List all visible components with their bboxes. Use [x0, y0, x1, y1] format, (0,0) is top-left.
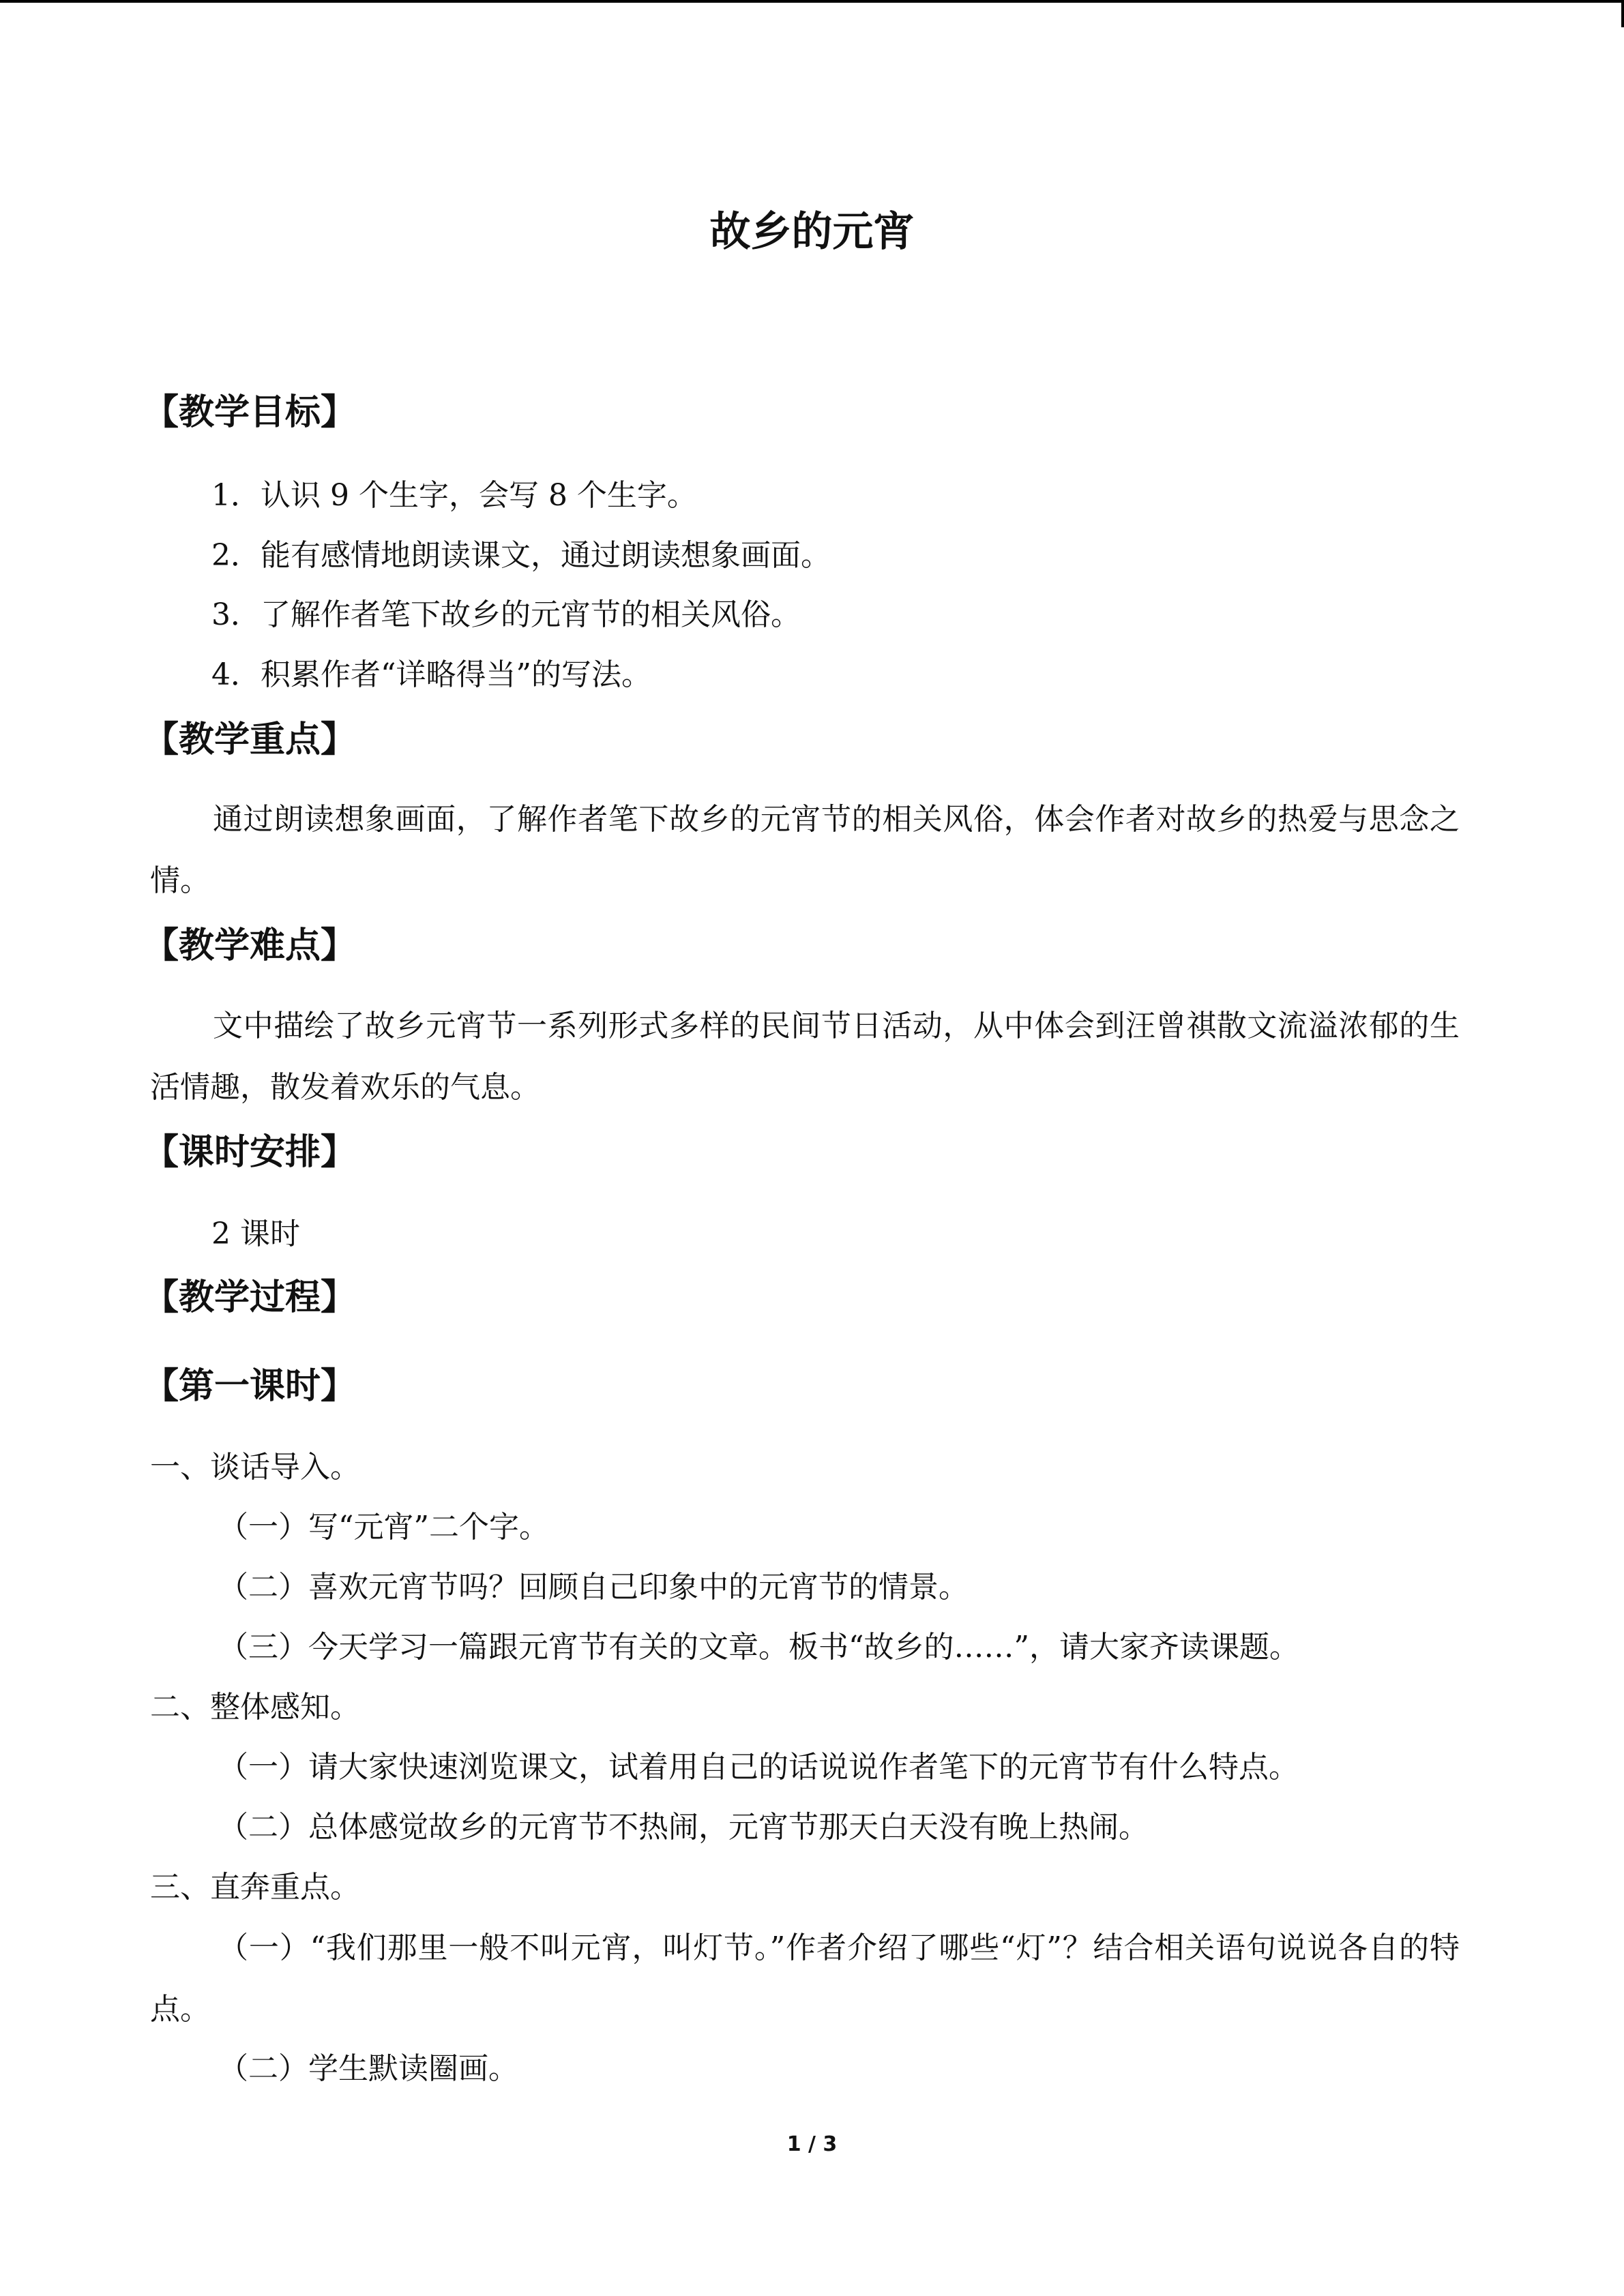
heading-schedule: 【课时安排】 — [143, 1132, 357, 1173]
objective-item: 3．了解作者笔下故乡的元宵节的相关风俗。 — [211, 597, 801, 632]
heading-difficulties: 【教学难点】 — [143, 925, 357, 966]
step-item: （二）总体感觉故乡的元宵节不热闹，元宵节那天白天没有晚上热闹。 — [218, 1810, 1149, 1845]
heading-objectives: 【教学目标】 — [143, 392, 357, 433]
key-points-text: 通过朗读想象画面，了解作者笔下故乡的元宵节的相关风俗，体会作者对故乡的热爱与思念之情。 — [150, 802, 1460, 898]
step-item: （一）写“元宵”二个字。 — [218, 1510, 549, 1545]
heading-key-points: 【教学重点】 — [143, 719, 357, 760]
page-indicator: 1 / 3 — [786, 2132, 838, 2156]
step-title: 一、谈话导入。 — [150, 1450, 360, 1485]
objective-item: 1．认识 9 个生字，会写 8 个生字。 — [211, 478, 697, 513]
objective-item: 4．积累作者“详略得当”的写法。 — [211, 657, 651, 692]
top-border-line — [0, 0, 1624, 3]
heading-process: 【教学过程】 — [143, 1277, 357, 1318]
difficulties-text: 文中描绘了故乡元宵节一系列形式多样的民间节日活动，从中体会到汪曾祺散文流溢浓郁的生活情趣，散发着欢乐的气息。 — [150, 1009, 1460, 1105]
step-item: （二）喜欢元宵节吗？回顾自己印象中的元宵节的情景。 — [218, 1570, 969, 1605]
step-item: （二）学生默读圈画。 — [218, 2051, 518, 2086]
heading-lesson-1: 【第一课时】 — [143, 1366, 357, 1407]
step-item: （三）今天学习一篇跟元宵节有关的文章。板书“故乡的……”，请大家齐读课题。 — [218, 1630, 1299, 1665]
step-title: 二、整体感知。 — [150, 1690, 360, 1725]
step-item: （一）“我们那里一般不叫元宵，叫灯节。”作者介绍了哪些“灯”？结合相关语句说说各自的特点。 — [150, 1930, 1460, 2027]
objective-item: 2．能有感情地朗读课文，通过朗读想象画面。 — [211, 538, 831, 573]
schedule-text: 2 课时 — [211, 1217, 300, 1251]
step-item: （一）请大家快速浏览课文，试着用自己的话说说作者笔下的元宵节有什么特点。 — [218, 1750, 1299, 1785]
right-border-tick — [1621, 0, 1624, 27]
step-title: 三、直奔重点。 — [150, 1870, 360, 1905]
document-title: 故乡的元宵 — [709, 208, 915, 256]
